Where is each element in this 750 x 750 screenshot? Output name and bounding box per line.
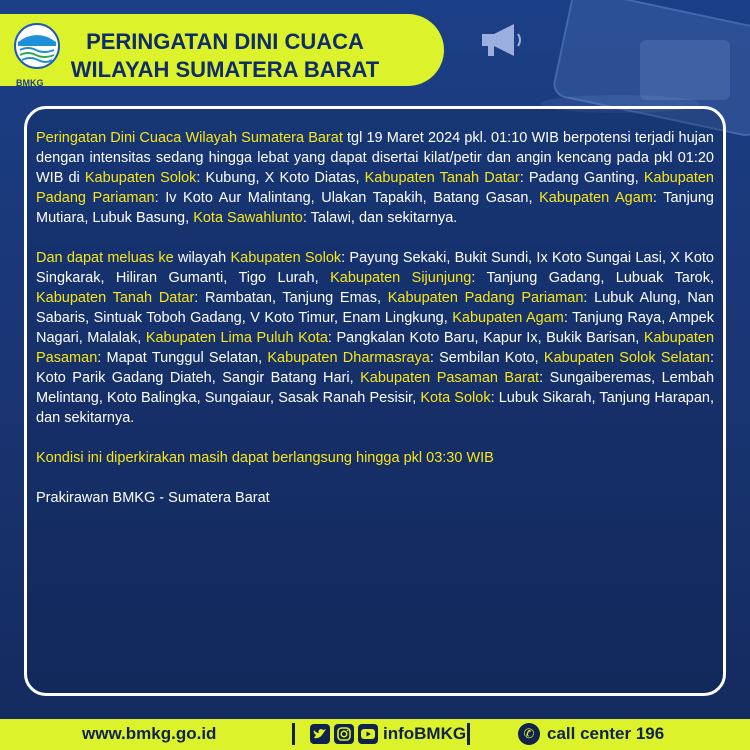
region-highlight: Kabupaten Dharmasraya — [267, 350, 430, 366]
website-link[interactable]: www.bmkg.go.id — [82, 724, 217, 743]
warning-paragraph-2 — [36, 248, 714, 428]
logo-text: BMKG — [16, 78, 44, 88]
divider — [292, 723, 295, 745]
body-text: : Lubuk Sikarah, Tanjung Harapan, dan sekitarnya. — [36, 390, 714, 426]
body-text: : Sungaiberemas, Lembah Melintang, Koto Balingka, Sungaiaur, Sasak Ranah Pesisir, — [36, 370, 715, 406]
body-text: : Payung Sekaki, Bukit Sundi, Ix Koto Sungai Lasi, X Koto Singkarak, Hiliran Gumanti, Tigo Lurah, — [36, 250, 714, 286]
region-highlight: Peringatan Dini Cuaca Wilayah Sumatera Barat — [36, 130, 343, 146]
condition-text: Kondisi ini diperkirakan masih dapat berlangsung hingga pkl 03:30 WIB — [36, 450, 494, 466]
body-text: : Mapat Tunggul Selatan, — [97, 350, 268, 366]
youtube-icon[interactable] — [358, 724, 378, 744]
twitter-icon[interactable] — [310, 724, 330, 744]
call-center-text[interactable]: call center 196 — [547, 724, 665, 743]
region-highlight: Kabupaten Sijunjung — [330, 270, 472, 286]
phone-icon: ✆ — [518, 723, 540, 745]
body-text: : Lubuk Alung, Nan Sabaris, Sintuak Toboh Gadang, V Koto Timur, Enam Lingkung, — [36, 290, 714, 326]
region-highlight: Kabupaten Solok Selatan — [543, 350, 710, 366]
region-highlight: Kabupaten Solok — [84, 170, 197, 186]
title-line-1: PERINGATAN DINI CUACA — [86, 29, 364, 54]
page-title — [60, 28, 390, 84]
footer-bar — [0, 719, 750, 750]
social-handle[interactable]: infoBMKG — [383, 724, 467, 743]
background-screen-illustration — [640, 40, 730, 100]
signature-text: Prakirawan BMKG - Sumatera Barat — [36, 490, 270, 506]
body-text: : Tanjung Mutiara, Lubuk Basung, — [36, 190, 714, 226]
social-icons — [310, 724, 378, 744]
body-text: : Koto Parik Gadang Diateh, Sangir Batang Hari, — [36, 350, 715, 386]
body-text: : Rambatan, Tanjung Emas, — [194, 290, 388, 306]
region-highlight: Kabupaten Agam — [539, 190, 653, 206]
body-text: : Talawi, dan sekitarnya. — [302, 210, 458, 226]
divider — [467, 723, 470, 745]
warning-paragraph-1 — [36, 128, 714, 228]
region-highlight: Kabupaten Pasaman — [36, 330, 715, 366]
bmkg-logo — [12, 22, 62, 80]
body-text: : Kubung, X Koto Diatas, — [196, 170, 365, 186]
instagram-icon[interactable] — [334, 724, 354, 744]
region-highlight: Kota Solok — [420, 390, 491, 406]
body-text: tgl 19 Maret 2024 pkl. 01:10 WIB berpotensi terjadi hujan dengan intensitas sedang hingga lebat yang dapat disertai kilat/petir dan angin kencang pada pkl 01:20 WIB di — [36, 130, 714, 186]
region-highlight: Kabupaten Padang Pariaman — [387, 290, 584, 306]
region-highlight: Kabupaten Pasaman Barat — [360, 370, 540, 386]
region-highlight: Kota Sawahlunto — [193, 210, 303, 226]
header-banner — [0, 14, 444, 86]
region-highlight: Kabupaten Tanah Datar — [36, 290, 195, 306]
body-text: : Tanjung Raya, Ampek Nagari, Malalak, — [36, 310, 714, 346]
body-text: : Tanjung Gadang, Lubuak Tarok, — [471, 270, 714, 286]
warning-text — [36, 128, 714, 528]
body-text: wilayah — [173, 250, 231, 266]
region-highlight: Kabupaten Tanah Datar — [364, 170, 520, 186]
body-text: : Padang Ganting, — [519, 170, 644, 186]
region-highlight: Dan dapat meluas ke — [36, 250, 174, 266]
region-highlight: Kabupaten Agam — [452, 310, 564, 326]
body-text: : Pangkalan Koto Baru, Kapur Ix, Bukik Barisan, — [327, 330, 644, 346]
region-highlight: Kabupaten Padang Pariaman — [36, 170, 714, 206]
megaphone-icon — [478, 20, 524, 60]
body-text: : Sembilan Koto, — [429, 350, 544, 366]
region-highlight: Kabupaten Lima Puluh Kota — [145, 330, 328, 346]
title-line-2: WILAYAH SUMATERA BARAT — [70, 57, 380, 82]
region-highlight: Kabupaten Solok — [230, 250, 342, 266]
body-text: : Iv Koto Aur Malintang, Ulakan Tapakih, Batang Gasan, — [154, 190, 540, 206]
